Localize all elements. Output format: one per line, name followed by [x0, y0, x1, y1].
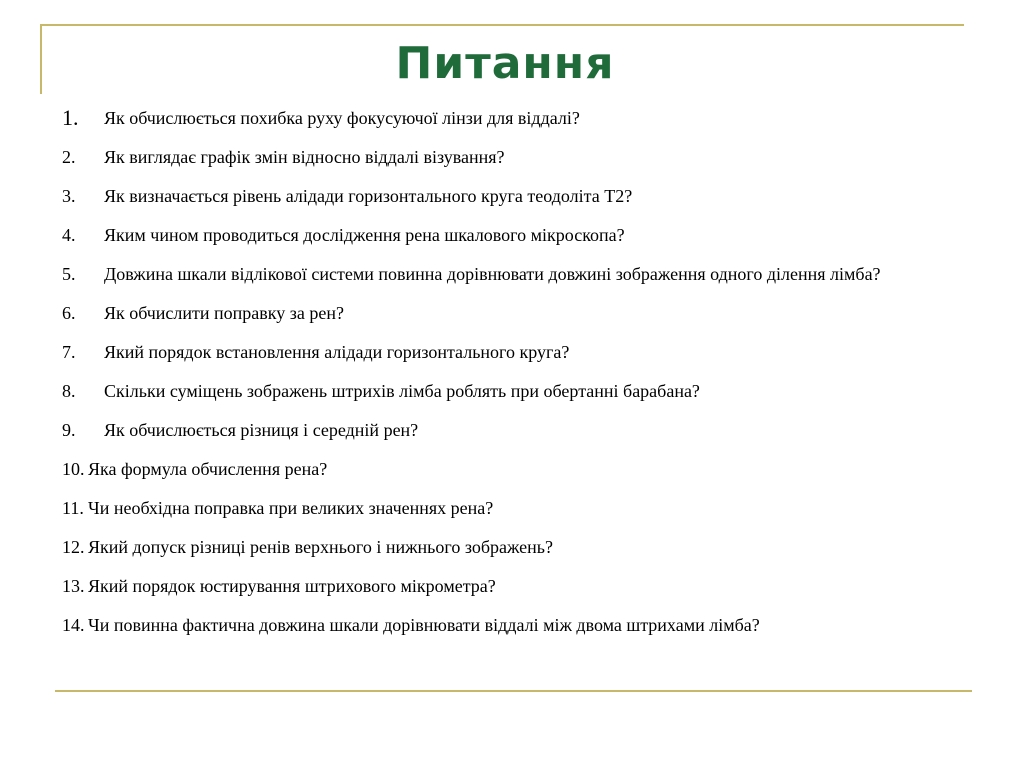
list-item — [62, 105, 995, 131]
item-text: Який порядок встановлення алідади горизонтального круга? — [104, 342, 570, 362]
item-text: Як обчислити поправку за рен? — [104, 303, 344, 323]
item-text: Як обчислюється різниця і середній рен? — [104, 420, 419, 440]
item-text: Який допуск різниці ренів верхнього і нижнього зображень? — [88, 537, 553, 557]
item-number: 2. — [62, 147, 76, 167]
item-text: Який порядок юстирування штрихового мікрометра? — [88, 576, 496, 596]
list-item — [62, 495, 995, 521]
item-text: Чи повинна фактична довжина шкали дорівнювати віддалі між двома штрихами лімба? — [88, 615, 760, 635]
frame-top-line — [40, 24, 964, 26]
item-text: Як визначається рівень алідади горизонтального круга теодоліта Т2? — [104, 186, 633, 206]
item-text: Довжина шкали відлікової системи повинна дорівнювати довжині зображення одного ділення лімба? — [104, 264, 881, 284]
list-item — [62, 144, 995, 170]
item-text: Яким чином проводиться дослідження рена шкалового мікроскопа? — [104, 225, 625, 245]
slide-title: Питання — [395, 38, 615, 89]
item-number: 10. — [62, 459, 85, 479]
list-item — [62, 261, 995, 287]
item-number: 1. — [62, 105, 79, 130]
list-item — [62, 222, 995, 248]
list-item — [62, 417, 995, 443]
item-number: 4. — [62, 225, 76, 245]
list-item — [62, 534, 995, 560]
item-number: 14. — [62, 615, 85, 635]
item-text: Чи необхідна поправка при великих значеннях рена? — [88, 498, 494, 518]
item-number: 6. — [62, 303, 76, 323]
list-item — [62, 378, 995, 404]
item-number: 13. — [62, 576, 85, 596]
item-text: Скільки суміщень зображень штрихів лімба роблять при обертанні барабана? — [104, 381, 700, 401]
item-text: Як обчислюється похибка руху фокусуючої лінзи для віддалі? — [104, 108, 580, 128]
item-number: 5. — [62, 264, 76, 284]
item-number: 7. — [62, 342, 76, 362]
list-item — [62, 339, 995, 365]
item-text: Яка формула обчислення рена? — [88, 459, 328, 479]
list-item — [62, 456, 995, 482]
questions-list — [62, 105, 995, 651]
item-number: 8. — [62, 381, 76, 401]
item-number: 12. — [62, 537, 85, 557]
list-item — [62, 573, 995, 599]
item-number: 11. — [62, 498, 84, 518]
item-number: 9. — [62, 420, 76, 440]
item-number: 3. — [62, 186, 76, 206]
list-item — [62, 300, 995, 326]
list-item — [62, 183, 995, 209]
frame-bottom-line — [55, 690, 972, 692]
list-item — [62, 612, 995, 638]
item-text: Як виглядає графік змін відносно віддалі візування? — [104, 147, 505, 167]
